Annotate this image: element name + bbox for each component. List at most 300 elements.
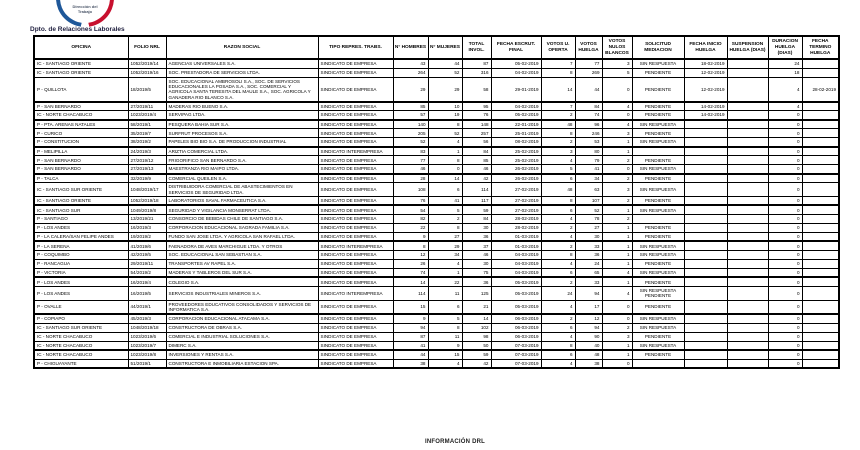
table-cell: 0 [602, 165, 632, 174]
table-cell [802, 147, 839, 156]
table-row [34, 286, 839, 300]
table-row [34, 77, 839, 102]
table-cell: 75 [462, 268, 491, 277]
table-cell: 4 [602, 120, 632, 129]
table-cell: 246 [575, 129, 602, 138]
table-cell: 1023/2019/4 [128, 111, 166, 120]
table-cell [802, 120, 839, 129]
table-cell: 8 [428, 156, 462, 165]
table-cell: PENDIENTE [632, 174, 684, 183]
table-cell: 4 [541, 214, 575, 223]
table-cell: 8 [393, 241, 428, 250]
table-cell: 264 [393, 68, 428, 77]
table-row [34, 196, 839, 205]
table-cell: SINDICATO DE EMPRESA [318, 332, 393, 341]
table-cell: 0 [768, 250, 802, 259]
table-cell: 6 [428, 300, 462, 314]
table-cell: 36 [462, 277, 491, 286]
table-cell: 22 [428, 277, 462, 286]
table-cell: 26-02-2019 [491, 165, 541, 174]
table-cell: 04-03-2019 [491, 250, 541, 259]
table-cell: PAPELES BIO BIO S.A. DE PRODUCCION INDUSTRIAL [166, 138, 318, 147]
table-cell [684, 250, 727, 259]
table-cell: PENDIENTE [632, 102, 684, 111]
table-cell [727, 214, 768, 223]
table-cell [684, 232, 727, 241]
table-cell: SINDICATO DE EMPRESA [318, 111, 393, 120]
table-cell: 25-02-2019 [491, 156, 541, 165]
table-cell: 40 [575, 341, 602, 350]
table-cell: 3 [602, 183, 632, 197]
table-cell: 54 [393, 205, 428, 214]
table-cell: SINDICATO DE EMPRESA [318, 120, 393, 129]
table-cell: 27-02-2019 [491, 183, 541, 197]
table-cell: 27/2019/11 [128, 102, 166, 111]
table-cell: 2 [541, 314, 575, 323]
table-cell: SINDICATO DE EMPRESA [318, 77, 393, 102]
table-cell [802, 350, 839, 359]
table-cell: SIN RESPUESTA [632, 341, 684, 350]
table-cell: 1 [602, 232, 632, 241]
table-cell [684, 129, 727, 138]
table-cell: 35/2019/7 [128, 129, 166, 138]
table-cell [727, 268, 768, 277]
table-cell: 1 [602, 250, 632, 259]
table-cell: 5 [541, 165, 575, 174]
table-cell [802, 156, 839, 165]
table-cell: PENDIENTE [632, 332, 684, 341]
table-cell: IC - SANTIAGO ORIENTE [34, 59, 128, 68]
table-cell [802, 314, 839, 323]
table-cell: SIN RESPUESTA [632, 165, 684, 174]
table-cell: P - CONSTITUCION [34, 138, 128, 147]
table-cell: 34 [575, 174, 602, 183]
table-cell: 16/2019/5 [128, 286, 166, 300]
table-cell: 57 [393, 111, 428, 120]
table-cell: 16/2019/3 [128, 223, 166, 232]
column-header: VOTOS NULOS BLANCOS [602, 36, 632, 59]
table-cell: P - MELIPILLA [34, 147, 128, 156]
table-cell: 07-03-2019 [491, 350, 541, 359]
table-cell: SINDICATO DE EMPRESA [318, 341, 393, 350]
table-cell: 0 [768, 183, 802, 197]
table-cell: 1052/2019/16 [128, 68, 166, 77]
table-cell: 114 [393, 286, 428, 300]
table-cell: SINDICATO DE EMPRESA [318, 232, 393, 241]
table-cell: 14-02-2019 [684, 111, 727, 120]
table-cell [684, 323, 727, 332]
table-cell: IC - NORTE CHACABUCO [34, 111, 128, 120]
table-cell: 84 [575, 102, 602, 111]
table-cell: 8 [541, 68, 575, 77]
table-cell: 22 [393, 223, 428, 232]
table-cell: 26-02-2019 [491, 174, 541, 183]
table-cell: P - LA CALERA/SAN FELIPE ANDES [34, 232, 128, 241]
table-cell: 0 [602, 111, 632, 120]
table-cell: 2 [541, 277, 575, 286]
table-cell: IC - NORTE CHACABUCO [34, 341, 128, 350]
table-cell [684, 165, 727, 174]
table-cell: 17 [575, 300, 602, 314]
table-cell: IC - SANTIAGO SUR [34, 205, 128, 214]
table-cell: 4 [768, 77, 802, 102]
table-cell: 2 [602, 174, 632, 183]
table-row [34, 250, 839, 259]
table-row [34, 183, 839, 197]
table-cell: 94 [575, 323, 602, 332]
table-cell: CONSORCIO DE BEBIDAS CHILE DE SANTIAGO S.A. [166, 214, 318, 223]
table-cell [684, 183, 727, 197]
table-cell: 12-02-2019 [684, 68, 727, 77]
table-cell: SINDICATO DE EMPRESA [318, 277, 393, 286]
table-cell: 38 [575, 359, 602, 368]
table-cell: 0 [602, 300, 632, 314]
table-cell: 14 [393, 277, 428, 286]
table-cell: SINDICATO DE EMPRESA [318, 129, 393, 138]
table-cell: 8 [428, 223, 462, 232]
table-cell: DISTRIBUIDORA COMERCIAL DE ABASTECIMIENTOS EN SERVICIOS DE SEGURIDAD LTDA. [166, 183, 318, 197]
table-cell: PENDIENTE [632, 300, 684, 314]
table-cell: 0 [768, 232, 802, 241]
table-cell [802, 259, 839, 268]
table-cell [684, 147, 727, 156]
table-cell: IC - SANTIAGO ORIENTE [34, 68, 128, 77]
table-cell [684, 268, 727, 277]
table-cell: SINDICATO DE EMPRESA [318, 156, 393, 165]
table-cell: 07-03-2019 [491, 359, 541, 368]
table-cell: SOC. EDUCACIONAL AMBROSOLI S.A., SOC. DE SERVICIOS EDUCACIONALES LA POSADA S.A., SOC. COMERCIAL Y AGRICOLA SANTA TERESITA DEL MAULE S.A., SOC. AGRICOLA Y GANADERA RIO BLANCO S.A. [166, 77, 318, 102]
table-cell: 0 [768, 138, 802, 147]
table-cell: MADERAS Y TABLEROS DEL SUR S.A. [166, 268, 318, 277]
table-cell: PENDIENTE [632, 77, 684, 102]
table-cell: 7 [541, 102, 575, 111]
table-cell: 0 [602, 77, 632, 102]
table-cell: 46 [462, 250, 491, 259]
table-cell: 6 [541, 174, 575, 183]
table-cell: SIN RESPUESTA [632, 183, 684, 197]
table-cell [684, 350, 727, 359]
table-cell: 80 [575, 147, 602, 156]
table-cell: 07-03-2019 [491, 341, 541, 350]
table-cell [727, 205, 768, 214]
table-cell: TRANSPORTES AV RAPEL S.A. [166, 259, 318, 268]
table-cell: 87 [393, 332, 428, 341]
column-header: VOTOS U. OFERTA [541, 36, 575, 59]
table-cell: COLEGIO S.A. [166, 277, 318, 286]
table-cell: CONSTRUCTORA E INMOBILIARIA ESTACION SPA. [166, 359, 318, 368]
table-cell: 148 [462, 120, 491, 129]
table-cell: 27-02-2019 [491, 196, 541, 205]
table-cell [727, 165, 768, 174]
table-cell: 4 [428, 259, 462, 268]
table-row [34, 138, 839, 147]
table-cell: 74 [393, 268, 428, 277]
table-cell: 4 [428, 138, 462, 147]
table-row [34, 223, 839, 232]
table-cell: SIN RESPUESTA [632, 323, 684, 332]
table-cell: 4 [541, 300, 575, 314]
table-row [34, 102, 839, 111]
table-cell: 0 [428, 165, 462, 174]
table-cell: 21 [462, 300, 491, 314]
table-cell: 8 [428, 120, 462, 129]
table-cell: 257 [462, 129, 491, 138]
table-cell: P - CURICO [34, 129, 128, 138]
table-cell: 51/2019/1 [128, 359, 166, 368]
table-cell: SINDICATO DE EMPRESA [318, 268, 393, 277]
table-cell: 6 [541, 323, 575, 332]
table-cell: 4 [541, 156, 575, 165]
table-cell: SINDICATO DE EMPRESA [318, 165, 393, 174]
table-cell [684, 120, 727, 129]
table-cell: 0 [768, 300, 802, 314]
table-cell: 28 [393, 174, 428, 183]
table-cell [727, 111, 768, 120]
table-cell: 48 [541, 183, 575, 197]
table-cell: PENDIENTE [632, 111, 684, 120]
table-cell [727, 77, 768, 102]
table-cell: 1 [602, 223, 632, 232]
table-cell [802, 286, 839, 300]
table-cell: 1048/2019/18 [128, 323, 166, 332]
table-cell: 96 [575, 120, 602, 129]
table-cell: SIN RESPUESTA [632, 138, 684, 147]
table-cell: 28-02-2019 [802, 77, 839, 102]
table-cell: CORPORACION EDUCACIONAL ATACAMA S.A. [166, 314, 318, 323]
table-cell [802, 68, 839, 77]
table-cell: SINDICATO INTEREMPRESA [318, 147, 393, 156]
table-cell: IC - NORTE CHACABUCO [34, 332, 128, 341]
table-cell: P - RANCAGUA [34, 259, 128, 268]
table-cell: 29 [428, 241, 462, 250]
table-cell: DIMERC S.A. [166, 341, 318, 350]
table-row [34, 129, 839, 138]
table-cell: 102 [462, 323, 491, 332]
table-cell: SEGURIDAD Y VIGILANCIA MONSERRAT LTDA. [166, 205, 318, 214]
table-cell [802, 341, 839, 350]
table-cell: 0 [768, 277, 802, 286]
table-cell: 1 [428, 147, 462, 156]
table-cell: SINDICATO DE EMPRESA [318, 259, 393, 268]
table-cell: SINDICATO INTEREMPRESA [318, 241, 393, 250]
table-cell: 44/2019/1 [128, 300, 166, 314]
table-cell: SINDICATO INTEREMPRESA [318, 286, 393, 300]
table-cell [802, 138, 839, 147]
table-cell: 05-02-2019 [491, 59, 541, 68]
table-cell: 1052/2019/18 [128, 196, 166, 205]
table-cell: 8 [541, 250, 575, 259]
table-cell: 8 [541, 341, 575, 350]
table-cell: 1 [602, 138, 632, 147]
table-cell: 41 [428, 196, 462, 205]
table-cell [727, 241, 768, 250]
table-cell: P - COPIAPO [34, 314, 128, 323]
table-cell: SIN RESPUESTA [632, 205, 684, 214]
table-cell: 108 [393, 183, 428, 197]
table-cell: P - SAN BERNARDO [34, 156, 128, 165]
table-cell: 0 [602, 314, 632, 323]
table-cell: 42 [462, 359, 491, 368]
table-cell [802, 59, 839, 68]
table-cell: P - SAN BERNARDO [34, 102, 128, 111]
table-cell: 15 [428, 350, 462, 359]
table-cell: 3 [602, 332, 632, 341]
table-cell: 04-03-2019 [491, 259, 541, 268]
table-cell: 0 [768, 205, 802, 214]
table-cell: 85 [393, 102, 428, 111]
table-cell: P - SANTIAGO [34, 214, 128, 223]
table-cell [727, 147, 768, 156]
table-cell: SINDICATO DE EMPRESA [318, 196, 393, 205]
table-cell: 84 [462, 147, 491, 156]
table-cell [684, 359, 727, 368]
table-cell [684, 241, 727, 250]
table-header [34, 36, 839, 59]
table-cell: COMERCIAL E INDUSTRIAL SOLUCIONES S.A. [166, 332, 318, 341]
table-cell: 14 [541, 77, 575, 102]
table-cell [727, 359, 768, 368]
table-cell: 27 [428, 232, 462, 241]
table-cell: 34 [428, 250, 462, 259]
table-cell [684, 205, 727, 214]
table-cell: 6 [428, 183, 462, 197]
table-cell [802, 102, 839, 111]
table-cell: 0 [768, 120, 802, 129]
table-cell: 59 [462, 205, 491, 214]
table-cell: 5 [428, 205, 462, 214]
table-cell: 33 [575, 277, 602, 286]
table-cell: 11 [428, 332, 462, 341]
table-cell: P - CHIGUAYANTE [34, 359, 128, 368]
table-cell [802, 268, 839, 277]
direccion-del-trabajo-logo [56, 0, 114, 27]
table-cell [727, 250, 768, 259]
table-cell: 4 [602, 268, 632, 277]
table-cell: SINDICATO DE EMPRESA [318, 59, 393, 68]
table-cell: 29 [393, 77, 428, 102]
table-cell: 28-02-2019 [491, 223, 541, 232]
table-cell: 2 [541, 241, 575, 250]
table-cell: 05-03-2019 [491, 300, 541, 314]
table-cell [684, 332, 727, 341]
table-cell: 0 [602, 359, 632, 368]
table-cell: 269 [575, 68, 602, 77]
table-cell [802, 165, 839, 174]
column-header: N° MUJERES [428, 36, 462, 59]
table-cell: SINDICATO DE EMPRESA [318, 323, 393, 332]
table-cell [727, 174, 768, 183]
table-cell: P - SAN BERNARDO [34, 165, 128, 174]
table-cell: 76 [462, 111, 491, 120]
table-cell: 53 [575, 138, 602, 147]
table-cell: 37 [462, 241, 491, 250]
table-cell: 9 [428, 341, 462, 350]
table-cell: P - PTA. ARENAS NATALES [34, 120, 128, 129]
table-cell [684, 341, 727, 350]
table-cell: 10 [428, 102, 462, 111]
table-cell: 2 [602, 156, 632, 165]
table-cell [802, 196, 839, 205]
table-cell: 58 [462, 77, 491, 102]
table-cell: 4 [768, 102, 802, 111]
table-cell [727, 277, 768, 286]
table-cell: 1049/2019/8 [128, 205, 166, 214]
table-cell: 82 [393, 214, 428, 223]
table-cell: 2 [428, 214, 462, 223]
table-cell: 19 [428, 111, 462, 120]
table-cell: 1023/2019/6 [128, 332, 166, 341]
table-cell: 33 [575, 241, 602, 250]
table-cell: SINDICATO DE EMPRESA [318, 138, 393, 147]
table-cell [727, 183, 768, 197]
table-cell: 14-02-2019 [684, 102, 727, 111]
table-cell: SOC. EDUCACIONAL SAN SEBASTIAN S.A. [166, 250, 318, 259]
table-cell: 27/2019/13 [128, 165, 166, 174]
table-cell: 90 [575, 332, 602, 341]
table-cell: 44 [393, 350, 428, 359]
table-cell: SINDICATO DE EMPRESA [318, 214, 393, 223]
table-cell: 04-03-2019 [491, 268, 541, 277]
table-cell: SINDICATO DE EMPRESA [318, 68, 393, 77]
table-cell: 56 [462, 138, 491, 147]
table-cell: 29-01-2019 [491, 77, 541, 102]
table-row [34, 156, 839, 165]
table-row [34, 332, 839, 341]
table-cell: SINDICATO DE EMPRESA [318, 300, 393, 314]
table-cell: 2 [541, 138, 575, 147]
table-cell: 32/2019/9 [128, 174, 166, 183]
table-cell: 48 [575, 350, 602, 359]
table-cell: PROVEEDORES EDUCATIVOS CONSOLIDADOS Y SERVICIOS DE INFORMATICA S.A. [166, 300, 318, 314]
table-cell [727, 341, 768, 350]
table-cell: 46 [462, 165, 491, 174]
table-cell: 5 [602, 68, 632, 77]
table-cell: 05-03-2019 [491, 277, 541, 286]
table-cell: 9 [393, 232, 428, 241]
table-cell: 12-02-2019 [684, 77, 727, 102]
column-header: SUSPENSION HUELGA (DIAS) [727, 36, 768, 59]
table-row [34, 350, 839, 359]
table-cell: 06-03-2019 [491, 314, 541, 323]
table-cell: 1 [602, 350, 632, 359]
table-cell: 43 [393, 59, 428, 68]
table-cell: MADERAS RIO BUENO S.A. [166, 102, 318, 111]
table-cell: 18-02-2019 [684, 59, 727, 68]
table-header-row [34, 36, 839, 59]
table-cell [802, 359, 839, 368]
table-cell [802, 174, 839, 183]
column-header: RAZON SOCIAL [166, 36, 318, 59]
table-cell: COMERCIAL QUEILEN S.A. [166, 174, 318, 183]
column-header: OFICINA [34, 36, 128, 59]
table-cell: 9 [393, 314, 428, 323]
table-cell: 4 [428, 359, 462, 368]
table-cell: 06-03-2019 [491, 332, 541, 341]
table-cell [632, 359, 684, 368]
table-cell: 78 [575, 214, 602, 223]
column-header: N° HOMBRES [393, 36, 428, 59]
table-cell: AGENCIAS UNIVERSALES S.A. [166, 59, 318, 68]
logo-inner-disc [60, 0, 110, 23]
table-cell: SINDICATO DE EMPRESA [318, 350, 393, 359]
table-cell [727, 300, 768, 314]
table-cell: 44 [428, 59, 462, 68]
table-cell: SINDICATO DE EMPRESA [318, 174, 393, 183]
table-cell: 7 [541, 59, 575, 68]
table-cell: 1 [602, 205, 632, 214]
table-cell: 83 [393, 147, 428, 156]
table-cell: 0 [768, 196, 802, 205]
